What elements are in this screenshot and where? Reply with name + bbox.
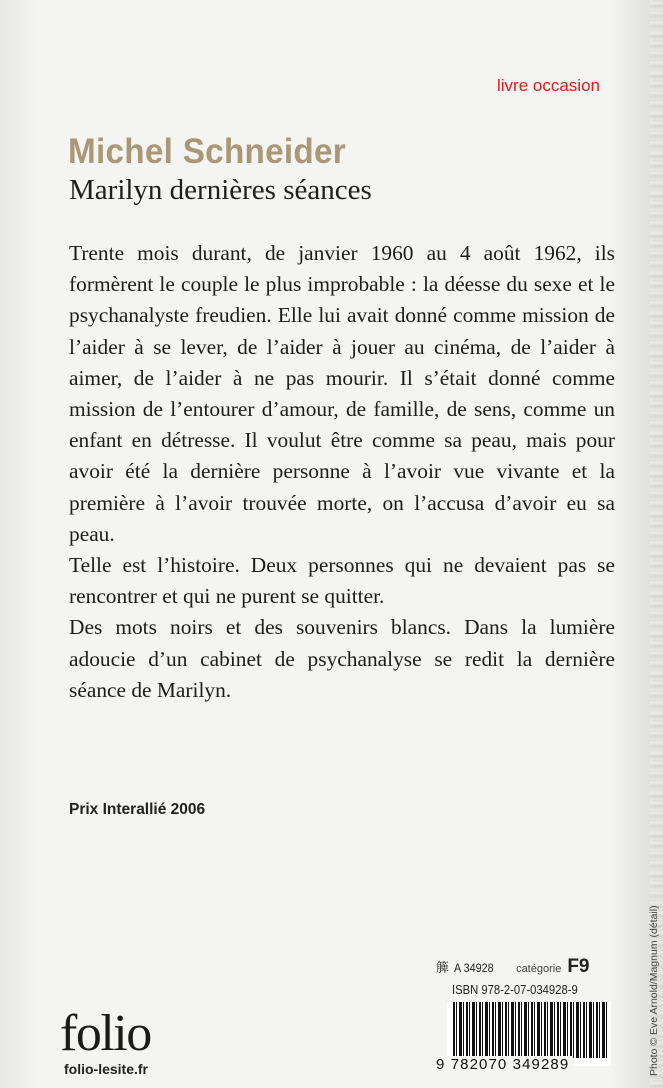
publisher-site: folio-lesite.fr [64,1061,149,1077]
used-book-sticker: livre occasion [497,76,600,95]
prize-label: Prix Interallié 2006 [69,801,206,818]
category-label: catégorie [516,963,562,975]
blurb-paragraph: Trente mois durant, de janvier 1960 au 4 août 1962, ils formèrent le couple le plus improbable : la déesse du sexe et le psychanalyste freudien. Elle lui avait donné comme mission de l’aider à se lever, de l’aider à jouer au cinéma, de l’aider à aimer, de l’aider à ne pas mourir. Il s’était donné comme mission de l’entourer d’amour, de famille, de sens, comme un enfant en détresse. Il voulut être comme sa peau, mais pour avoir été la dernière personne à l’avoir vue vivante et la première à l’avoir trouvée morte, on l’accusa d’avoir eu sa peau. [69,241,615,546]
blurb-paragraph: Des mots noirs et des souvenirs blancs. Dans la lumière adoucie d’un cabinet de psychanalyse se redit la dernière séance de Marilyn. [69,615,615,702]
barcode-bars [453,1002,607,1058]
isbn: ISBN 978-2-07-034928-9 [452,983,578,997]
photo-credit: Photo © Eve Arnold/Magnum (détail) [648,905,660,1076]
category-value: F9 [567,956,590,977]
catalog-code: A 34928 [454,961,494,975]
catalog-row [436,956,590,978]
book-title: Marilyn dernières séances [69,174,372,206]
publisher-brand: folio [60,1005,151,1062]
author-name: Michel Schneider [68,132,347,171]
publisher-logo-icon: 簲 [436,960,450,975]
blurb-paragraph: Telle est l’histoire. Deux personnes qui ne devaient pas se rencontrer et qui ne purent se quitter. [69,553,615,609]
blurb [69,238,615,706]
barcode-digits: 9 782070 349289 [436,1056,573,1073]
